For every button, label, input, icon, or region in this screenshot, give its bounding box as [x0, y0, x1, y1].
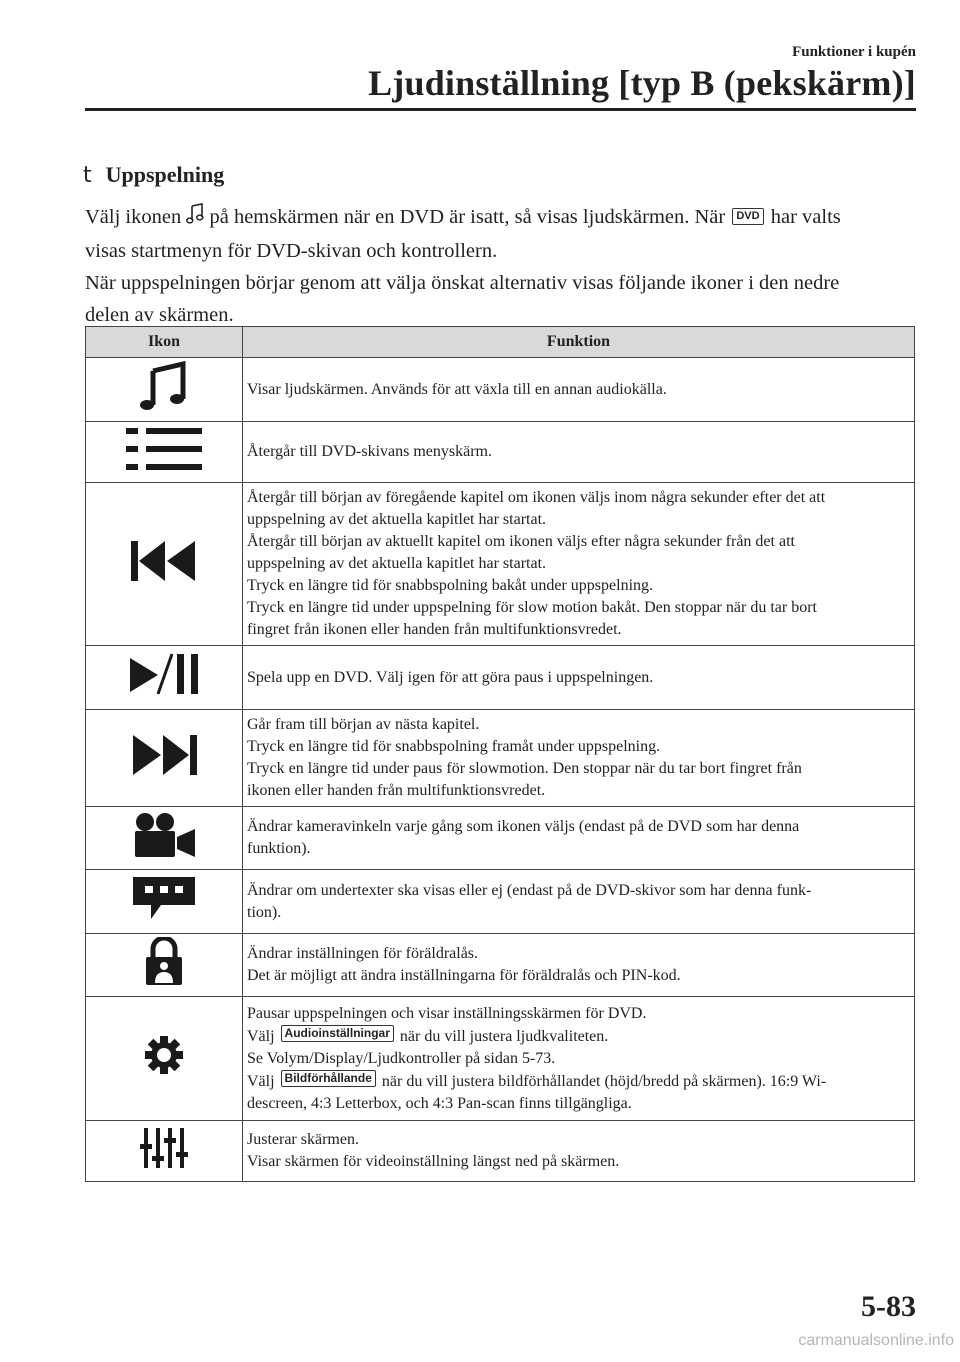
- description-line: Återgår till DVD-skivans menyskärm.: [247, 443, 492, 460]
- intro-text-line: När uppspelningen börjar genom att välja önskat alternativ visas följande ikoner i den nedre: [85, 272, 840, 294]
- description-line: Tryck en längre tid under paus för slowmotion. Den stoppar när du tar bort fingret från: [247, 760, 802, 777]
- table-row: [86, 422, 915, 483]
- description-line: ikonen eller handen från multifunktionsvredet.: [247, 782, 546, 799]
- function-table: [85, 326, 915, 1182]
- table-cell-description: [243, 646, 915, 710]
- description-line: Ändrar inställningen för föräldralås.: [247, 945, 479, 962]
- intro-text-part: på hemskärmen när en DVD är isatt, så visas ljudskärmen. När: [209, 206, 726, 228]
- table-cell-description: [243, 483, 915, 646]
- table-row: [86, 358, 915, 422]
- description-text: när du vill justera ljudkvaliteten.: [399, 1027, 609, 1045]
- table-cell-description: [243, 710, 915, 807]
- table-row: [86, 997, 915, 1121]
- description-text: Välj: [247, 1072, 275, 1090]
- music-note-icon: [139, 361, 189, 411]
- description-line: tion).: [247, 903, 282, 921]
- intro-text: [85, 201, 915, 331]
- description-line: Går fram till början av nästa kapitel.: [247, 716, 480, 733]
- description-line: Ändrar kameravinkeln varje gång som ikonen väljs (endast på de DVD som har denna: [247, 818, 800, 835]
- dvd-button-label: DVD: [732, 208, 763, 225]
- intro-text-line: delen av skärmen.: [85, 304, 234, 326]
- description-text: Välj: [247, 1027, 275, 1045]
- description-line: Visar skärmen för videoinställning längst ned på skärmen.: [247, 1153, 620, 1170]
- page-title: Ljudinställning [typ B (pekskärm)]: [368, 63, 916, 103]
- table-cell-description: [243, 807, 915, 870]
- section-marker: t: [83, 163, 92, 188]
- table-cell-description: [243, 997, 915, 1121]
- column-header-icon: Ikon: [86, 327, 243, 358]
- table-row: [86, 710, 915, 807]
- header-rule: [85, 108, 916, 111]
- table-cell-description: [243, 870, 915, 934]
- section-heading-text: Uppspelning: [105, 162, 225, 187]
- description-line: Återgår till början av aktuellt kapitel om ikonen väljs efter några sekunder från det att: [247, 533, 795, 550]
- table-cell-description: [243, 934, 915, 997]
- table-cell-description: [243, 422, 915, 483]
- camera-angle-icon: [131, 811, 197, 859]
- settings-gear-icon: [143, 1034, 185, 1076]
- intro-text-part: har valts: [770, 206, 841, 228]
- table-row: [86, 483, 915, 646]
- description-line: Justerar skärmen.: [247, 1131, 359, 1148]
- description-line: uppspelning av det aktuella kapitlet har startat.: [247, 511, 547, 528]
- equalizer-sliders-icon: [140, 1124, 188, 1172]
- page-number: 5-83: [861, 1290, 916, 1323]
- description-line: Ändrar om undertexter ska visas eller ej (endast på de DVD-skivor som har denna funk-: [247, 881, 812, 899]
- description-line: Se Volym/Display/Ljudkontroller på sidan 5-73.: [247, 1049, 556, 1067]
- description-line: Tryck en längre tid för snabbspolning bakåt under uppspelning.: [247, 577, 654, 594]
- description-line: Pausar uppspelningen och visar inställningsskärmen för DVD.: [247, 1004, 647, 1022]
- description-line: Återgår till början av föregående kapitel om ikonen väljs inom några sekunder efter det att: [247, 489, 826, 506]
- description-line: Tryck en längre tid under uppspelning för slow motion bakåt. Den stoppar när du tar bort: [247, 599, 817, 616]
- section-heading: [83, 162, 224, 188]
- audio-settings-button-label: Audioinställningar: [281, 1025, 394, 1042]
- table-row: [86, 870, 915, 934]
- description-line: funktion).: [247, 840, 311, 857]
- description-line: Spela upp en DVD. Välj igen för att göra paus i uppspelningen.: [247, 668, 654, 686]
- intro-text-part: Välj ikonen: [85, 206, 182, 228]
- description-line: Tryck en längre tid för snabbspolning framåt under uppspelning.: [247, 738, 661, 755]
- description-line: Visar ljudskärmen. Används för att växla till en annan audiokälla.: [247, 380, 667, 398]
- intro-text-line: visas startmenyn för DVD-skivan och kontrollern.: [85, 240, 498, 262]
- subtitle-icon: [129, 873, 199, 923]
- music-note-inline-icon: [186, 203, 204, 235]
- description-line: uppspelning av det aktuella kapitlet har startat.: [247, 555, 547, 572]
- table-row: [86, 934, 915, 997]
- table-row: [86, 1121, 915, 1182]
- watermark: carmanualsonline.info: [798, 1332, 954, 1349]
- skip-previous-icon: [129, 539, 199, 583]
- description-line: descreen, 4:3 Letterbox, och 4:3 Pan-scan finns tillgängliga.: [247, 1094, 632, 1112]
- description-line: [247, 1070, 910, 1093]
- header-section-label: Funktioner i kupén: [792, 44, 916, 60]
- table-cell-description: [243, 358, 915, 422]
- column-header-function: Funktion: [243, 327, 915, 358]
- description-line: [247, 1025, 910, 1048]
- table-cell-description: [243, 1121, 915, 1182]
- aspect-ratio-button-label: Bildförhållande: [281, 1070, 376, 1087]
- description-line: fingret från ikonen eller handen från multifunktionsvredet.: [247, 621, 622, 638]
- table-header-row: [86, 327, 915, 358]
- menu-list-icon: [124, 424, 204, 474]
- table-row: [86, 807, 915, 870]
- skip-next-icon: [129, 733, 199, 777]
- description-line: Det är möjligt att ändra inställningarna för föräldralås och PIN-kod.: [247, 967, 681, 984]
- table-row: [86, 646, 915, 710]
- description-text: när du vill justera bildförhållandet (höjd/bredd på skärmen). 16:9 Wi-: [381, 1072, 827, 1090]
- parental-lock-icon: [144, 937, 184, 987]
- play-pause-icon: [126, 650, 202, 698]
